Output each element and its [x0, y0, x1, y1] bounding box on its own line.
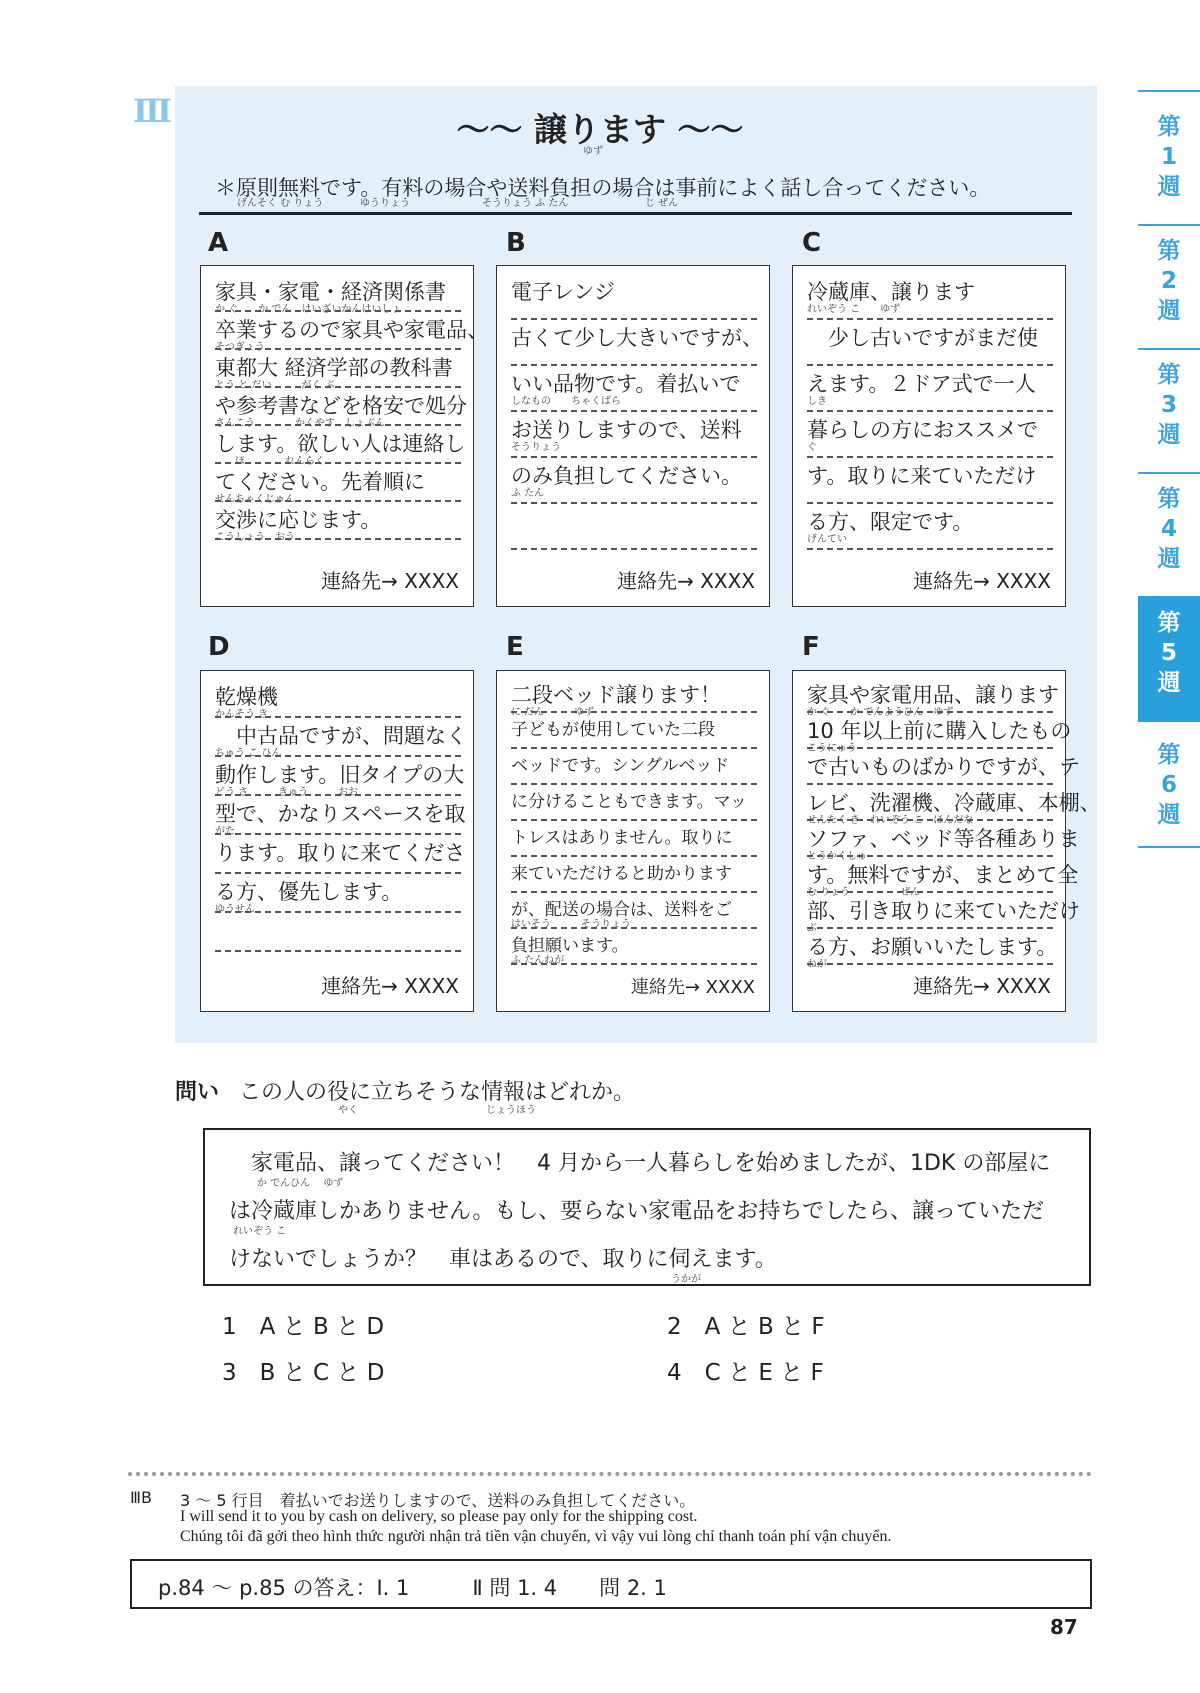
card-ruby: せんたく き れいぞう こ ほんだな — [807, 815, 974, 826]
card-ruby: かんそう き — [215, 709, 269, 720]
card-ruby: とうかくしゅ — [807, 851, 867, 862]
card-line: る方、限定です。 — [807, 510, 974, 534]
tab-label: 第 2 週 — [1157, 238, 1181, 324]
request-ruby: か でんひん ゆず — [257, 1178, 344, 1189]
tab-divider — [1138, 472, 1200, 474]
dashed-rule — [807, 711, 1053, 713]
dashed-rule — [511, 502, 757, 504]
card-ruby: そうりょう — [511, 442, 561, 453]
card-ruby: か ぐ か でん けいざいかんけいしょ — [215, 304, 402, 315]
tab-label: 第 3 週 — [1157, 362, 1181, 448]
card-letter: B — [506, 228, 526, 258]
section-mark: Ⅲ — [133, 92, 170, 130]
card-line: 乾燥機 — [215, 685, 278, 709]
contact-info: 連絡先→ XXXX — [321, 569, 459, 593]
dashed-rule — [807, 855, 1053, 857]
listing-card — [200, 670, 474, 1012]
card-ruby: ゆうせん — [215, 904, 255, 915]
card-line: お送りしますので、送料 — [511, 418, 742, 442]
dashed-rule — [511, 711, 757, 713]
card-line: す。無料ですが、まとめて全 — [807, 863, 1079, 887]
tab-divider — [1138, 846, 1200, 848]
card-line: 交渉に応じます。 — [215, 508, 382, 532]
dashed-rule — [215, 911, 461, 913]
card-ruby: か ぐ か でんようひん ゆず — [807, 707, 954, 718]
dashed-rule — [511, 783, 757, 785]
tab-week-5[interactable] — [1138, 596, 1200, 722]
note-ruby: げんそく む りょう — [237, 198, 324, 209]
dashed-rule — [511, 747, 757, 749]
card-ruby: そつぎょう — [215, 342, 265, 353]
request-ruby: うかが — [671, 1274, 701, 1285]
dashed-rule — [807, 783, 1053, 785]
tab-label: 第 4 週 — [1157, 486, 1181, 572]
card-line: 家具・家電・経済関係書 — [215, 280, 446, 304]
card-ruby: ちゅう こ ひん — [215, 748, 282, 759]
dashed-rule — [215, 500, 461, 502]
listing-card — [792, 670, 1101, 1012]
card-ruby: とう と だい がく ぶ — [215, 380, 335, 391]
contact-info: 連絡先→ XXXX — [913, 569, 1051, 593]
dashed-rule — [511, 855, 757, 857]
panel-title: ～～ 譲ります ～～ — [456, 110, 744, 149]
dashed-rule — [807, 819, 1053, 821]
option-3[interactable]: 3 B と C と D — [222, 1360, 385, 1386]
note-ruby: そうりょう ふ たん — [482, 198, 569, 209]
contact-info: 連絡先→ XXXX — [617, 569, 755, 593]
card-line: レビ、洗濯機、冷蔵庫、本棚、 — [807, 791, 1101, 815]
dashed-rule — [807, 963, 1053, 965]
dashed-rule — [215, 755, 461, 757]
question-ruby: じょうほう — [486, 1105, 536, 1116]
page-number: 87 — [1050, 1615, 1078, 1639]
card-line: 家具や家電用品、譲ります — [807, 683, 1059, 707]
listing-card — [200, 265, 488, 607]
card-line: 負担願います。 — [511, 936, 629, 956]
question-text: この人の役に立ちそうな情報はどれか。 — [239, 1080, 636, 1105]
dashed-rule — [807, 548, 1053, 550]
dashed-rule — [807, 456, 1053, 458]
card-ruby: さんこう かくやす しょぶん — [215, 418, 385, 429]
dashed-rule — [511, 548, 757, 550]
contact-info: 連絡先→ XXXX — [630, 977, 755, 998]
dashed-rule — [215, 950, 461, 952]
dashed-rule — [215, 462, 461, 464]
tab-week-2[interactable] — [1138, 236, 1200, 326]
dashed-rule — [807, 502, 1053, 504]
card-line: 東都大 経済学部の教科書 — [215, 356, 453, 380]
card-line: す。取りに来ていただけ — [807, 464, 1037, 488]
card-ruby: ぐ — [807, 442, 817, 453]
tab-week-3[interactable] — [1138, 360, 1200, 450]
card-line: ります。取りに来てくださ — [215, 841, 466, 865]
dashed-rule — [807, 364, 1053, 366]
card-ruby: ふ たん — [511, 488, 545, 499]
card-line: 中古品ですが、問題なく — [215, 724, 467, 748]
card-line: 型で、かなりスペースを取 — [215, 802, 466, 826]
contact-info: 連絡先→ XXXX — [321, 974, 459, 998]
dashed-rule — [807, 410, 1053, 412]
card-ruby: に だん ゆず — [511, 707, 595, 718]
tab-label: 第 5 週 — [1157, 610, 1181, 696]
card-letter: F — [802, 632, 820, 662]
dashed-rule — [511, 927, 757, 929]
dashed-rule — [511, 364, 757, 366]
card-line: いい品物です。着払いで — [511, 372, 741, 396]
question-label: 問い — [175, 1080, 220, 1105]
answer-box — [130, 1559, 1092, 1609]
card-line: 来ていただけると助かります — [511, 864, 732, 884]
card-ruby: げんてい — [807, 534, 847, 545]
card-line: 電子レンジ — [511, 280, 615, 304]
card-line: る方、優先します。 — [215, 880, 403, 904]
card-ruby: がた — [215, 826, 235, 837]
card-line: ベッドです。シングルベッド — [511, 756, 730, 776]
dashed-rule — [807, 891, 1053, 893]
card-line: に分けることもできます。マッ — [511, 792, 747, 812]
card-line: ソファ、ベッド等各種ありま — [807, 827, 1080, 851]
card-line: トレスはありません。取りに — [511, 828, 733, 848]
tab-divider — [1138, 348, 1200, 350]
contact-info: 連絡先→ XXXX — [913, 974, 1051, 998]
card-ruby: せんちゃくじゅん — [215, 494, 295, 505]
card-ruby: ふ たんねが — [511, 955, 565, 966]
dashed-rule — [215, 538, 461, 540]
dashed-rule — [511, 410, 757, 412]
card-ruby: ねが — [807, 959, 827, 970]
card-line: 二段ベッド譲ります！ — [511, 683, 721, 707]
card-line: します。欲しい人は連絡し — [215, 432, 466, 456]
tab-label: 第 1 週 — [1157, 114, 1181, 200]
request-line: けないでしょうか？ 車はあるので、取りに伺えます。 — [229, 1247, 777, 1272]
card-ruby: しき — [807, 396, 827, 407]
dashed-rule — [215, 833, 461, 835]
title-ruby: ゆず — [583, 146, 603, 157]
card-ruby: しなもの ちゃくばら — [511, 396, 621, 407]
note-ruby: じ ぜん — [645, 198, 679, 209]
tab-divider — [1138, 224, 1200, 226]
panel-rule — [199, 212, 1072, 215]
request-line: は冷蔵庫しかありません。もし、要らない家電品をお持ちでしたら、譲っていただ — [229, 1199, 1045, 1224]
answer-text: p.84 ～ p.85 の答え：Ⅰ. 1 Ⅱ 問 1. 4 問 2. 1 — [158, 1576, 667, 1600]
footnote-vi: Chúng tôi đã gởi theo hình thức người nhận trả tiền vận chuyển, vì vậy vui lòng chỉ thanh toán phí vận chuyển. — [180, 1528, 892, 1545]
card-ruby: こうしょう おう — [215, 532, 295, 543]
card-letter: E — [506, 632, 524, 662]
note-ruby: ゆうりょう — [360, 198, 410, 209]
dashed-rule — [807, 927, 1053, 929]
dashed-rule — [215, 794, 461, 796]
request-ruby: れいぞう こ — [233, 1226, 287, 1237]
card-line: で古いものばかりですが、テ — [807, 755, 1080, 779]
card-ruby: どう さ きゅう おお — [215, 787, 359, 798]
dashed-rule — [215, 872, 461, 874]
dashed-rule — [807, 318, 1053, 320]
card-line: 古くて少し大きいですが、 — [511, 326, 763, 350]
card-line: 動作します。旧タイプの大 — [215, 763, 465, 787]
tab-label: 第 6 週 — [1157, 742, 1181, 828]
card-line: てください。先着順に — [215, 470, 425, 494]
tab-divider — [1138, 90, 1200, 92]
card-ruby: ぶ — [807, 923, 817, 934]
card-line: が、配送の場合は、送料をご — [511, 900, 732, 920]
dashed-rule — [215, 716, 461, 718]
option-4[interactable]: 4 C と E と F — [667, 1360, 824, 1386]
card-letter: C — [802, 228, 822, 258]
card-line: 子どもが使用していた二段 — [511, 720, 715, 740]
card-line: 冷蔵庫、譲ります — [807, 280, 975, 304]
dashed-rule — [511, 456, 757, 458]
card-line: えます。２ドア式で一人 — [807, 372, 1036, 396]
option-2[interactable]: 2 A と B と F — [667, 1314, 825, 1340]
card-letter: D — [208, 632, 230, 662]
footnote-label: ⅢB — [130, 1488, 153, 1507]
footnote-en: I will send it to you by cash on delivery, so please pay only for the shipping cost. — [180, 1508, 698, 1525]
card-line: 暮らしの方におススメで — [807, 418, 1038, 442]
card-ruby: む りょう ぜん — [807, 887, 921, 898]
card-ruby: ほ れんらく — [215, 456, 325, 467]
option-1[interactable]: 1 A と B と D — [222, 1314, 385, 1340]
tab-week-4[interactable] — [1138, 484, 1200, 574]
footnote-jp: 3 ～ 5 行目 着払いでお送りしますので、送料のみ負担してください。 — [180, 1491, 696, 1510]
dashed-rule — [215, 348, 461, 350]
listing-card — [792, 265, 1066, 607]
footnote-divider — [128, 1472, 1092, 1476]
dashed-rule — [215, 310, 461, 312]
dashed-rule — [511, 891, 757, 893]
dashed-rule — [511, 963, 757, 965]
card-line: 卒業するので家具や家電品、 — [215, 318, 488, 342]
card-ruby: れいぞう こ ゆず — [807, 304, 901, 315]
card-line: や参考書などを格安で処分 — [215, 394, 467, 418]
card-line: る方、お願いいたします。 — [807, 935, 1058, 959]
panel-note: ＊原則無料です。有料の場合や送料負担の場合は事前によく話し合ってください。 — [215, 176, 991, 200]
dashed-rule — [807, 747, 1053, 749]
dashed-rule — [215, 386, 461, 388]
listing-card — [496, 670, 770, 1012]
request-line: 家電品、譲ってください！ 4 月から一人暮らしを始めましたが、1DK の部屋に — [229, 1151, 1051, 1176]
question-ruby: やく — [338, 1105, 358, 1116]
listing-card — [496, 265, 770, 607]
tab-week-6[interactable] — [1138, 740, 1200, 830]
card-line: 10 年以上前に購入したもの — [807, 719, 1072, 743]
card-ruby: こうにゅう — [807, 743, 857, 754]
card-line: のみ負担してください。 — [511, 464, 742, 488]
question — [175, 1075, 635, 1106]
dashed-rule — [511, 819, 757, 821]
request-box — [203, 1128, 1091, 1286]
dashed-rule — [511, 318, 757, 320]
card-letter: A — [208, 228, 229, 258]
card-line: 部、引き取りに来ていただけ — [807, 899, 1080, 923]
card-ruby: はいそう そうりょう — [511, 919, 631, 930]
card-line: 少し古いですがまだ使 — [807, 326, 1038, 350]
dashed-rule — [215, 424, 461, 426]
